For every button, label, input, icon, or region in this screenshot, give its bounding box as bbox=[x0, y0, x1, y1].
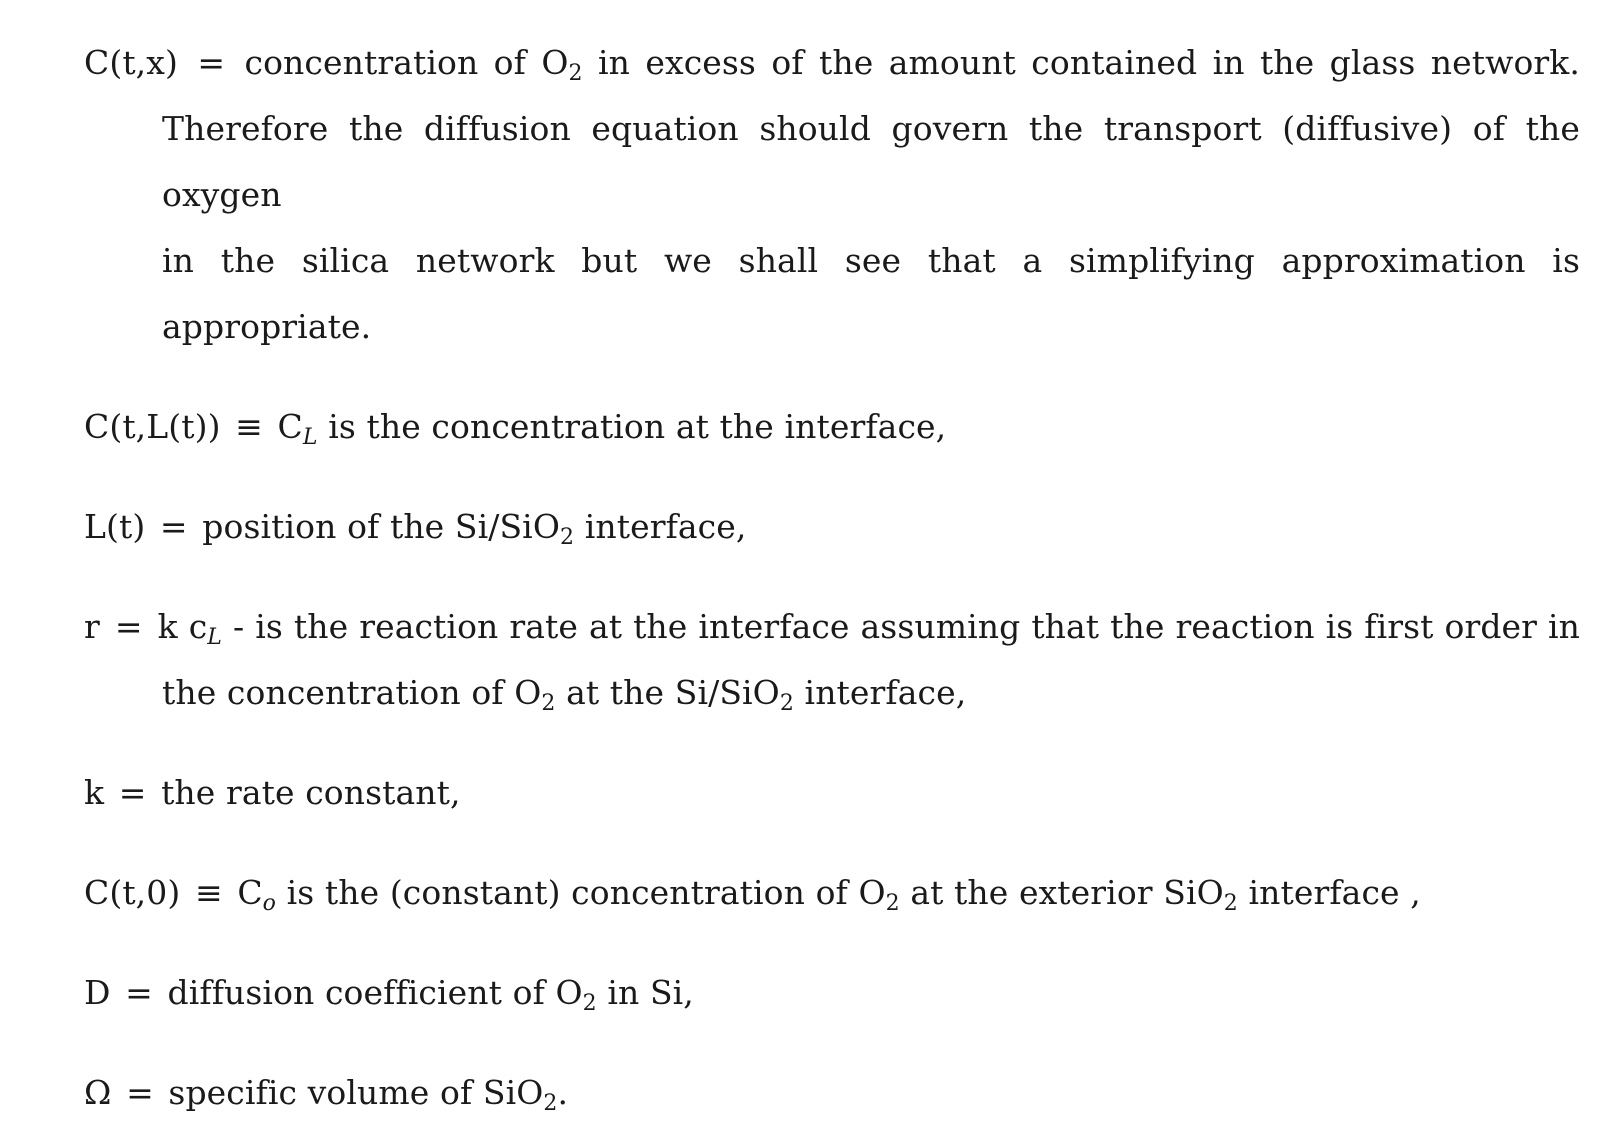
equiv-sign: ≡ bbox=[194, 873, 223, 912]
term-omega: Ω bbox=[84, 1073, 112, 1112]
definition-text: is the (constant) concentration of O bbox=[286, 873, 886, 912]
definition-text: at the exterior SiO bbox=[910, 873, 1224, 912]
equals-sign: = bbox=[159, 507, 188, 546]
subscript: 2 bbox=[582, 991, 597, 1016]
definitions-list bbox=[84, 30, 1580, 1126]
definition-r-line-2 bbox=[84, 660, 1580, 726]
definition-text: concentration of O bbox=[244, 43, 569, 82]
term-c-tx: C(t,x) bbox=[84, 43, 178, 82]
subscript: o bbox=[262, 891, 277, 916]
definition-omega-line-1 bbox=[84, 1060, 1580, 1126]
equals-sign: = bbox=[118, 773, 147, 812]
term-k: k bbox=[84, 773, 105, 812]
equiv-sign: ≡ bbox=[235, 407, 263, 446]
symbol: C bbox=[277, 407, 303, 446]
subscript: 2 bbox=[543, 1091, 558, 1116]
definition-c-t0-line-1 bbox=[84, 860, 1580, 926]
term-l-t: L(t) bbox=[84, 507, 146, 546]
subscript: 2 bbox=[568, 61, 583, 86]
definition-r-line-1 bbox=[84, 594, 1580, 660]
definition-c-tx-line-1 bbox=[84, 30, 1580, 96]
definition-omega bbox=[84, 1060, 1580, 1126]
subscript: L bbox=[302, 425, 318, 450]
definition-c-tx-line-2: Therefore the diffusion equation should govern the transport (diffusive) of the oxygen bbox=[162, 109, 1580, 214]
definition-text: the rate constant, bbox=[161, 773, 461, 812]
definition-text: specific volume of SiO bbox=[168, 1073, 544, 1112]
definition-text: in excess of the amount contained in the glass network. bbox=[597, 43, 1580, 82]
definition-text: diffusion coefficient of O bbox=[167, 973, 583, 1012]
definition-text: . bbox=[557, 1073, 569, 1112]
definition-text: interface , bbox=[1248, 873, 1421, 912]
definition-c-tl-line-1 bbox=[84, 394, 1580, 460]
definition-c-tx-line-3: in the silica network but we shall see that a simplifying approximation is appropriate. bbox=[162, 241, 1580, 346]
definition-k bbox=[84, 760, 1580, 826]
term-c-t0: C(t,0) bbox=[84, 873, 181, 912]
definition-l-t-line-1 bbox=[84, 494, 1580, 560]
subscript: 2 bbox=[541, 691, 556, 716]
equals-sign: = bbox=[197, 43, 226, 82]
definition-text: in Si, bbox=[607, 973, 694, 1012]
definition-r bbox=[84, 594, 1580, 726]
definition-c-tl bbox=[84, 394, 1580, 460]
equals-sign: = bbox=[126, 1073, 154, 1112]
definition-text: - is the reaction rate at the interface assuming that the reaction is first order in bbox=[233, 607, 1581, 646]
subscript: 2 bbox=[560, 525, 575, 550]
definition-text: the concentration of O bbox=[162, 673, 542, 712]
subscript: L bbox=[207, 625, 223, 650]
term-c-tl: C(t,L(t)) bbox=[84, 407, 221, 446]
definition-c-tx bbox=[84, 30, 1580, 360]
term-r: r bbox=[84, 607, 100, 646]
term-d: D bbox=[84, 973, 111, 1012]
subscript: 2 bbox=[1223, 891, 1238, 916]
subscript: 2 bbox=[779, 691, 794, 716]
definition-text: interface, bbox=[804, 673, 967, 712]
definition-l-t bbox=[84, 494, 1580, 560]
definition-k-line-1 bbox=[84, 760, 1580, 826]
definition-d-line-1 bbox=[84, 960, 1580, 1026]
equals-sign: = bbox=[114, 607, 143, 646]
symbol: c bbox=[188, 607, 208, 646]
subscript: 2 bbox=[885, 891, 900, 916]
definition-text: position of the Si/SiO bbox=[202, 507, 560, 546]
definition-text: at the Si/SiO bbox=[566, 673, 780, 712]
symbol: k bbox=[157, 607, 178, 646]
definition-text: interface, bbox=[584, 507, 747, 546]
definition-c-t0 bbox=[84, 860, 1580, 926]
definition-text: is the concentration at the interface, bbox=[328, 407, 947, 446]
definition-d bbox=[84, 960, 1580, 1026]
equals-sign: = bbox=[125, 973, 153, 1012]
symbol: C bbox=[237, 873, 263, 912]
